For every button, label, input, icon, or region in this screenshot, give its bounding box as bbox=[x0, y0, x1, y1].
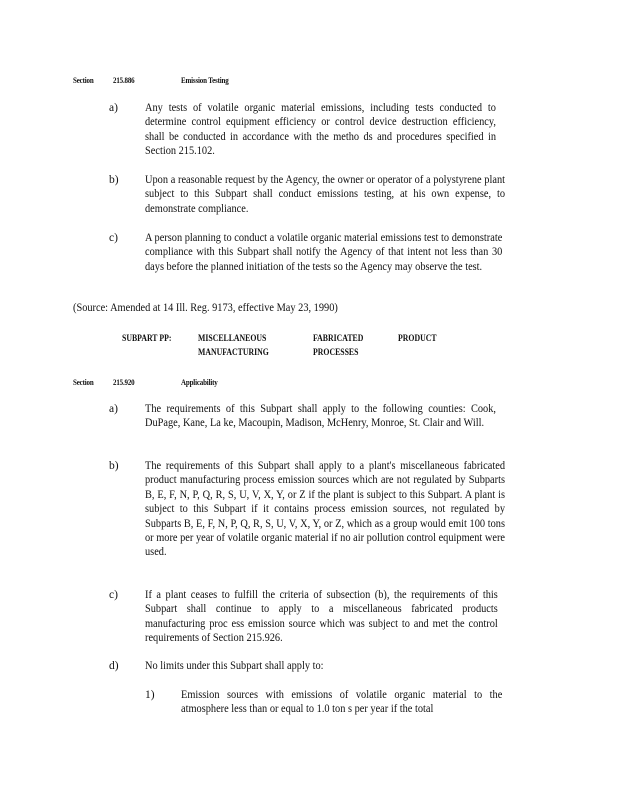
section-number: 215.920 bbox=[113, 377, 135, 387]
item-label: a) bbox=[109, 102, 118, 114]
item-text: Upon a reasonable request by the Agency, the owner or operator of a polystyrene plant subject to this Subpart shall conduct emissions testing, at his own expense, to demonstrate compliance. bbox=[145, 174, 505, 215]
section-word: Section bbox=[73, 377, 94, 387]
subpart-title-line1: MISCELLANEOUS bbox=[198, 334, 267, 344]
subpart-title-line2: MANUFACTURING bbox=[198, 348, 269, 358]
subitem-text: Emission sources with emissions of volatile organic material to the atmosphere less than or equal to 1.0 ton s per year if the total bbox=[181, 689, 503, 716]
item-text: Any tests of volatile organic material emissions, including tests conducted to determine control equipment efficiency or control device destruction efficiency, shall be conducted in accordance with the metho ds and procedures specified in Section 215.102. bbox=[145, 102, 496, 158]
section-title: Emission Testing bbox=[181, 75, 229, 85]
item-text: A person planning to conduct a volatile organic material emissions test to demonstrate compliance with this Subpart shall notify the Agency of that intent not less than 30 days before the planned initiation of the tests so the Agency may observe the test. bbox=[145, 232, 503, 273]
section-title: Applicability bbox=[181, 377, 218, 387]
item-text: The requirements of this Subpart shall apply to the following counties: Cook, DuPage, Kane, La ke, Macoupin, Madison, McHenry, Monroe, St. Clair and Will. bbox=[145, 403, 496, 430]
item-text: If a plant ceases to fulfill the criteria of subsection (b), the requirements of this Subpart shall continue to apply to a miscellaneous fabricated products manufacturing proc ess emission source which was subject to and met the control requirements of Section 215.926. bbox=[145, 589, 498, 645]
item-label: c) bbox=[109, 589, 118, 601]
item-text: The requirements of this Subpart shall apply to a plant's miscellaneous fabricated product manufacturing process emission sources which are not regulated by Subparts B, E, F, N, P, Q, R, S, U, V, X, Y, or Z if the plant is subject to this Subpart. A plant is subject to this Subpart if it contains process emission sources, not regulated by Subparts B, E, F, N, P, Q, R, S, U, V, X, Y, or Z, which as a group would emit 100 tons or more per year of volatile organic material if no air pollution control equipment were used. bbox=[145, 460, 505, 559]
subpart-title-line3: FABRICATED bbox=[313, 334, 364, 344]
source-note: (Source: Amended at 14 Ill. Reg. 9173, effective May 23, 1990) bbox=[73, 302, 338, 314]
subpart-label: SUBPART PP: bbox=[122, 334, 172, 344]
item-label: c) bbox=[109, 232, 118, 244]
subpart-title-line5: PRODUCT bbox=[398, 334, 437, 344]
item-label: d) bbox=[109, 660, 119, 672]
item-label: a) bbox=[109, 403, 118, 415]
subpart-title-line4: PROCESSES bbox=[313, 348, 359, 358]
item-label: b) bbox=[109, 460, 119, 472]
item-label: b) bbox=[109, 174, 119, 186]
section-number: 215.886 bbox=[113, 75, 135, 85]
section-word: Section bbox=[73, 75, 94, 85]
item-text: No limits under this Subpart shall apply to: bbox=[145, 660, 324, 672]
subitem-label: 1) bbox=[145, 689, 155, 701]
